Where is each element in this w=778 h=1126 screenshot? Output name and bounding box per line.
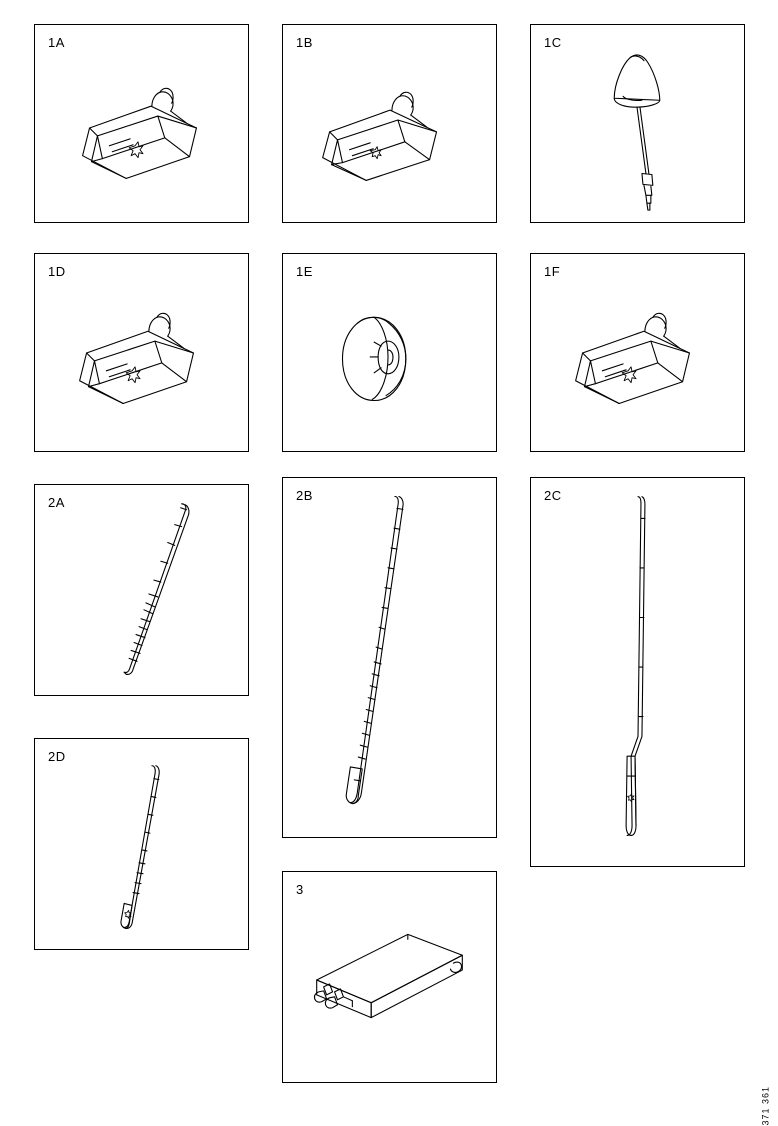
- panel-label-2b: 2B: [296, 488, 313, 503]
- roof-antenna-base-icon: [35, 25, 248, 222]
- roof-antenna-base-icon: [531, 254, 744, 451]
- panel-label-2a: 2A: [48, 495, 65, 510]
- part-panel-2a[interactable]: [34, 484, 249, 696]
- part-panel-1a[interactable]: [34, 24, 249, 223]
- antenna-rod-icon: [35, 485, 248, 695]
- panel-label-2d: 2D: [48, 749, 66, 764]
- roof-antenna-base-icon: [35, 254, 248, 451]
- part-panel-2b[interactable]: [282, 477, 497, 838]
- antenna-amplifier-module-icon: [283, 872, 496, 1082]
- part-panel-2d[interactable]: [34, 738, 249, 950]
- antenna-rod-icon: [531, 478, 744, 866]
- antenna-rod-icon: [283, 478, 496, 837]
- figure-reference-code: 371 361: [761, 1086, 771, 1126]
- panel-label-2c: 2C: [544, 488, 562, 503]
- part-panel-1e[interactable]: [282, 253, 497, 452]
- part-panel-1f[interactable]: [530, 253, 745, 452]
- round-antenna-base-icon: [283, 254, 496, 451]
- roof-antenna-base-icon: [283, 25, 496, 222]
- part-panel-1c[interactable]: [530, 24, 745, 223]
- part-panel-1d[interactable]: [34, 253, 249, 452]
- panel-label-1e: 1E: [296, 264, 313, 279]
- panel-label-1f: 1F: [544, 264, 561, 279]
- antenna-rod-icon: [35, 739, 248, 949]
- panel-label-3: 3: [296, 882, 304, 897]
- part-panel-3[interactable]: [282, 871, 497, 1083]
- antenna-base-with-cable-icon: [531, 25, 744, 222]
- panel-label-1d: 1D: [48, 264, 66, 279]
- panel-label-1a: 1A: [48, 35, 65, 50]
- panel-label-1b: 1B: [296, 35, 313, 50]
- part-panel-1b[interactable]: [282, 24, 497, 223]
- panel-label-1c: 1C: [544, 35, 562, 50]
- part-panel-2c[interactable]: [530, 477, 745, 867]
